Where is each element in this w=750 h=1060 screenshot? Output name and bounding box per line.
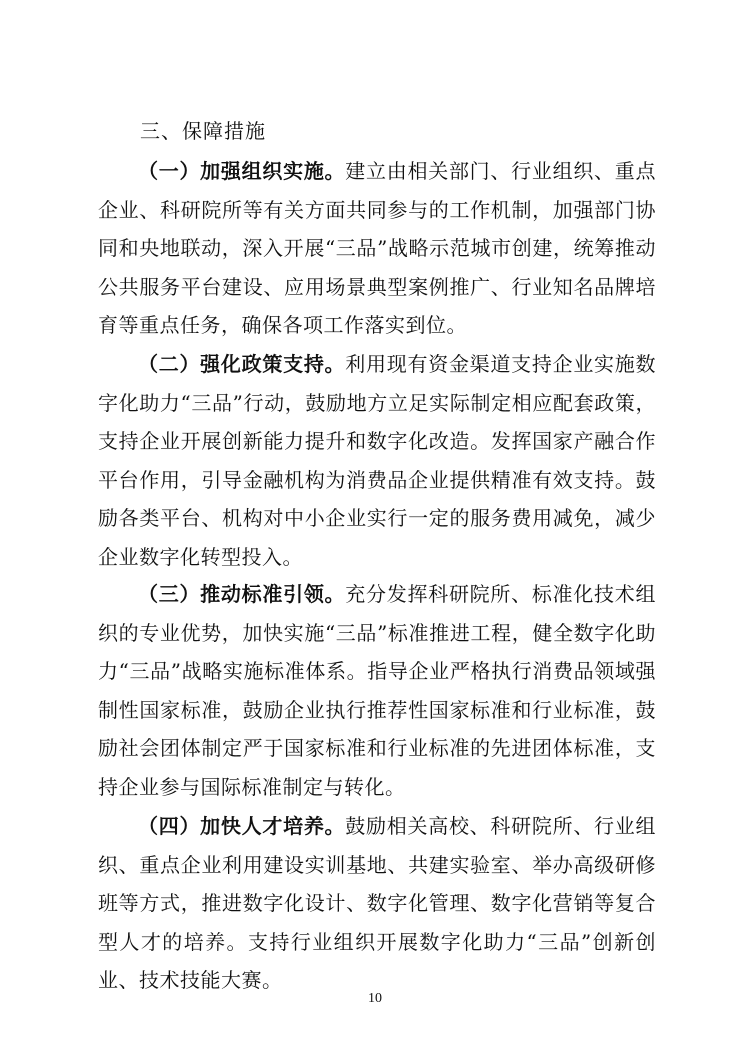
paragraph-body: 建立由相关部门、行业组织、重点企业、科研院所等有关方面共同参与的工作机制，加强部门协同和央地联动，深入开展“三品”战略示范城市创建，统筹推动公共服务平台建设、应用场景典型案例推广、行业知名品牌培育等重点任务，确保各项工作落实到位。 — [98, 159, 657, 337]
paragraph-lead: （四）加快人才培养。 — [138, 814, 346, 838]
paragraph-body: 充分发挥科研院所、标准化技术组织的专业优势，加快实施“三品”标准推进工程，健全数字化助力“三品”战略实施标准体系。指导企业严格执行消费品领域强制性国家标准，鼓励企业执行推荐性国家标准和行业标准，鼓励社会团体制定严于国家标准和行业标准的先进团体标准，支持企业参与国际标准制定与转化。 — [98, 582, 657, 799]
paragraph-lead: （一）加强组织实施。 — [138, 159, 346, 183]
section-heading: 三、保障措施 — [140, 119, 266, 143]
paragraph-lead: （二）强化政策支持。 — [138, 352, 346, 376]
paragraph-standards — [98, 575, 656, 806]
paragraph-body: 利用现有资金渠道支持企业实施数字化助力“三品”行动，鼓励地方立足实际制定相应配套政策，支持企业开展创新能力提升和数字化改造。发挥国家产融合作平台作用，引导金融机构为消费品企业提供精准有效支持。鼓励各类平台、机构对中小企业实行一定的服务费用减免，减少企业数字化转型投入。 — [98, 352, 657, 569]
paragraph-body: 鼓励相关高校、科研院所、行业组织、重点企业利用建设实训基地、共建实验室、举办高级研修班等方式，推进数字化设计、数字化管理、数字化营销等复合型人才的培养。支持行业组织开展数字化助力“三品”创新创业、技术技能大赛。 — [98, 814, 657, 992]
paragraph-organization — [98, 152, 656, 345]
paragraph-talent — [98, 807, 656, 1000]
page-number: 10 — [368, 991, 382, 1006]
paragraph-policy — [98, 345, 656, 576]
paragraph-lead: （三）推动标准引领。 — [138, 582, 346, 606]
